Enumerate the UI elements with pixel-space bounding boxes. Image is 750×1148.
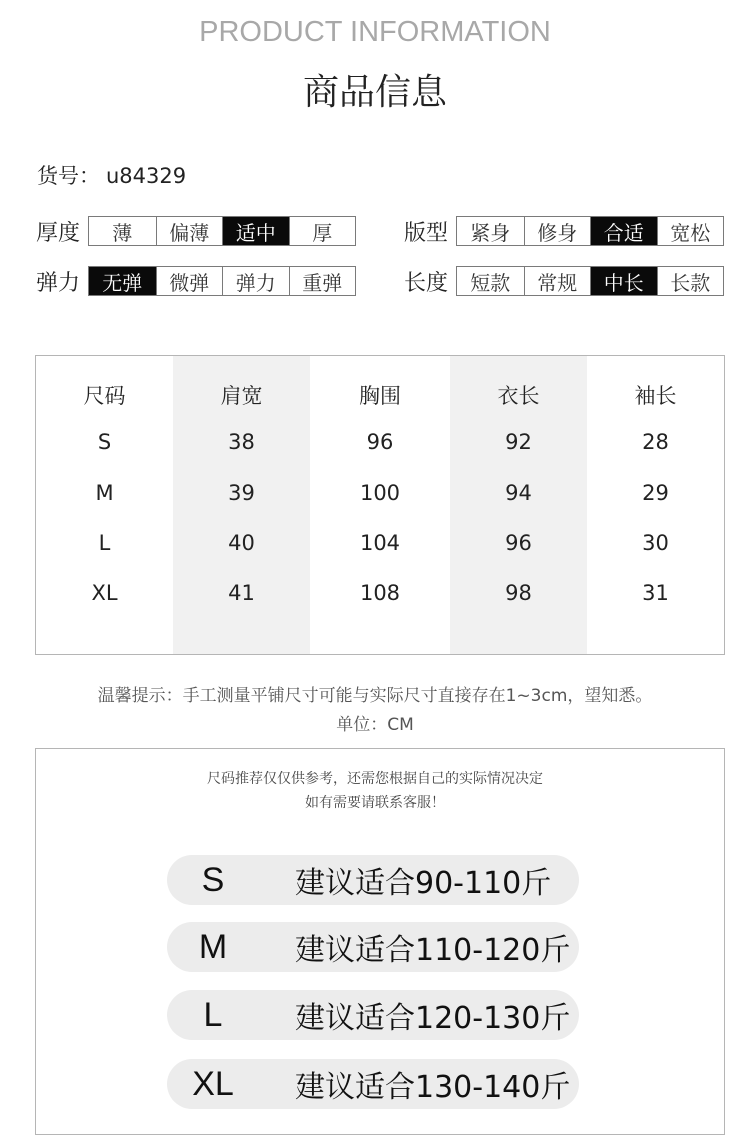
attr-options-thickness — [88, 216, 356, 246]
table-cell: 100 — [359, 481, 401, 505]
attr-option: 紧身 — [470, 220, 511, 245]
attr-option: 常规 — [524, 267, 591, 295]
attr-option: 薄 — [112, 220, 133, 245]
table-cell: L — [98, 531, 111, 555]
recommendation-weight: 建议适合120-130斤 — [295, 1001, 571, 1036]
attr-fit — [404, 216, 724, 246]
attr-option-selected: 适中 — [222, 217, 289, 245]
attr-option: 微弹 — [156, 267, 223, 295]
attr-label-fit: 版型 — [404, 220, 449, 246]
attr-option: 厚 — [289, 217, 356, 245]
table-header-cell: 尺码 — [83, 384, 126, 408]
table-cell: XL — [91, 581, 118, 605]
length-column — [450, 356, 587, 654]
attr-option-selected: 合适 — [590, 217, 657, 245]
table-cell: 94 — [505, 481, 532, 505]
chest-column — [310, 356, 450, 654]
shoulder-column — [173, 356, 310, 654]
table-cell: 31 — [642, 581, 669, 605]
recommendation-size: S — [201, 860, 225, 899]
table-cell: 96 — [366, 430, 394, 454]
attr-option: 宽松 — [657, 217, 724, 245]
table-cell: 39 — [228, 481, 255, 505]
size-table — [35, 355, 725, 655]
recommendation-size: L — [203, 995, 223, 1034]
header-title-cn: 商品信息 — [302, 72, 447, 113]
attr-option: 短款 — [470, 270, 511, 295]
attr-option: 修身 — [524, 217, 591, 245]
attr-options-fit — [456, 216, 724, 246]
recommendation-weight: 建议适合110-120斤 — [295, 933, 571, 968]
attr-options-length — [456, 266, 724, 296]
sku-line — [37, 160, 186, 190]
sku-value: u84329 — [106, 164, 187, 188]
table-cell: 96 — [505, 531, 532, 555]
attr-option-selected: 中长 — [590, 267, 657, 295]
attr-label-length: 长度 — [404, 270, 449, 296]
unit-note: 单位：CM — [336, 715, 414, 735]
recommendation-item — [167, 922, 579, 972]
table-cell: 40 — [228, 531, 255, 555]
table-cell: S — [97, 430, 112, 454]
table-header-cell: 胸围 — [359, 384, 401, 408]
attr-option: 偏薄 — [156, 217, 223, 245]
table-cell: 28 — [642, 430, 669, 454]
size-column — [36, 356, 173, 654]
table-header-cell: 衣长 — [497, 384, 540, 408]
attr-option: 长款 — [657, 267, 724, 295]
header-title-en: PRODUCT INFORMATION — [199, 16, 551, 48]
attr-length — [404, 266, 724, 296]
attr-label-thickness: 厚度 — [36, 220, 81, 246]
table-cell: 38 — [228, 430, 255, 454]
recommendation-weight: 建议适合90-110斤 — [295, 866, 552, 901]
recommendation-size: XL — [192, 1064, 234, 1103]
attr-label-elasticity: 弹力 — [36, 270, 81, 296]
attr-options-elasticity — [88, 266, 356, 296]
recommendation-contact-note: 如有需要请联系客服！ — [305, 795, 445, 811]
table-cell: 41 — [228, 581, 255, 605]
recommendation-item — [167, 1059, 579, 1109]
attr-option: 弹力 — [222, 267, 289, 295]
table-cell: 30 — [642, 531, 669, 555]
table-header-cell: 袖长 — [634, 384, 677, 408]
attr-elasticity — [36, 266, 356, 296]
recommendation-item — [167, 855, 579, 905]
table-cell: 104 — [359, 531, 401, 555]
recommendation-item — [167, 990, 579, 1040]
recommendation-size: M — [198, 927, 228, 966]
table-cell: M — [95, 481, 114, 505]
measurement-tip: 温馨提示：手工测量平铺尺寸可能与实际尺寸直接存在1~3cm，望知悉。 — [97, 686, 653, 706]
table-cell: 108 — [359, 581, 401, 605]
table-cell: 98 — [505, 581, 532, 605]
table-header-cell: 肩宽 — [220, 384, 263, 408]
attr-option: 重弹 — [289, 267, 356, 295]
table-cell: 29 — [642, 481, 669, 505]
attr-option-selected: 无弹 — [89, 267, 156, 295]
sleeve-column — [587, 356, 724, 654]
attr-thickness — [36, 216, 356, 246]
table-cell: 92 — [505, 430, 532, 454]
sku-label: 货号： — [37, 164, 100, 188]
recommendation-note: 尺码推荐仅仅供参考，还需您根据自己的实际情况决定 — [207, 771, 543, 787]
recommendation-weight: 建议适合130-140斤 — [295, 1070, 571, 1105]
